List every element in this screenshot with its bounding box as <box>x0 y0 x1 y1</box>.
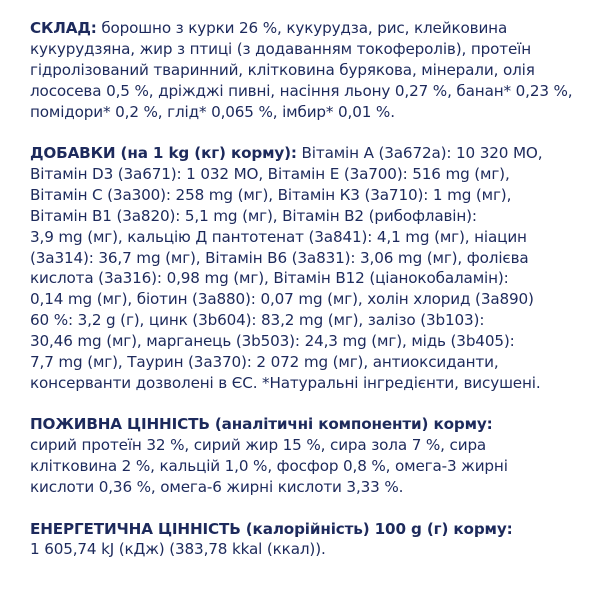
composition-line-4: лососева 0,5 %, дріжджі пивні, насіння льону 0,27 %, банан* 0,23 %, <box>30 81 573 100</box>
additives-section <box>30 143 590 394</box>
additives-line-2: Вітамін D3 (3а671): 1 032 МО, Вітамін Е (3а700): 516 mg (мг), <box>30 164 510 183</box>
energy-line-1 <box>30 519 590 540</box>
additives-line-7: кислота (3а316): 0,98 mg (мг), Вітамін В12 (ціанокобаламін): <box>30 269 509 288</box>
nutrition-line-1 <box>30 414 590 435</box>
additives-line-12: консерванти дозволені в ЄС. *Натуральні інгредієнти, висушені. <box>30 374 541 392</box>
additives-line-9: 60 %: 3,2 g (г), цинк (3b604): 83,2 mg (мг), залізо (3b103): <box>30 311 485 330</box>
additives-line-6: (3а314): 36,7 mg (мг), Вітамін В6 (3а831): 3,06 mg (мг), фолієва <box>30 248 529 267</box>
additives-line-4: Вітамін В1 (3а820): 5,1 mg (мг), Вітамін В2 (рибофлавін): <box>30 206 477 225</box>
nutrition-section <box>30 414 590 498</box>
nutrition-line-2: сирий протеїн 32 %, сирий жир 15 %, сира зола 7 %, сира <box>30 436 487 455</box>
additives-line-1 <box>30 143 590 164</box>
composition-line-3: гідролізований тваринний, клітковина бурякова, мінерали, олія <box>30 60 535 79</box>
composition-line-5: помідори* 0,2 %, глід* 0,065 %, імбир* 0,01 %. <box>30 102 395 121</box>
composition-section <box>30 18 590 123</box>
composition-label: СКЛАД: <box>30 19 97 37</box>
additives-text: Вітамін А (3а672а): 10 320 МО, <box>296 144 543 163</box>
label-text-document <box>30 18 590 581</box>
additives-line-11: 7,7 mg (мг), Таурин (3а370): 2 072 mg (мг), антиоксиданти, <box>30 353 499 372</box>
additives-line-8: 0,14 mg (мг), біотин (3а880): 0,07 mg (мг), холін хлорид (3а890) <box>30 290 534 309</box>
additives-label: ДОБАВКИ (на 1 kg (кг) корму): <box>30 144 297 163</box>
composition-line-1 <box>30 18 590 39</box>
additives-line-5: 3,9 mg (мг), кальцію Д пантотенат (3а841): 4,1 mg (мг), ніацин <box>30 227 527 246</box>
nutrition-line-3: клітковина 2 %, кальцій 1,0 %, фосфор 0,8 %, омега-3 жирні <box>30 457 508 476</box>
composition-line-2: кукурудзяна, жир з птиці (з додаванням токоферолів), протеїн <box>30 39 532 58</box>
additives-line-10: 30,46 mg (мг), марганець (3b503): 24,3 mg (мг), мідь (3b405): <box>30 332 515 351</box>
additives-line-3: Вітамін С (3а300): 258 mg (мг), Вітамін К3 (3а710): 1 mg (мг), <box>30 185 512 204</box>
nutrition-line-4: кислоти 0,36 %, омега-6 жирні кислоти 3,33 %. <box>30 478 404 497</box>
energy-line-2: 1 605,74 kJ (кДж) (383,78 kkal (ккал)). <box>30 540 326 559</box>
composition-text: борошно з курки 26 %, кукурудза, рис, клейковина <box>96 19 508 37</box>
energy-label: ЕНЕРГЕТИЧНА ЦІННІСТЬ (калорійність) 100 g (г) корму: <box>30 519 513 538</box>
nutrition-label: ПОЖИВНА ЦІННІСТЬ (аналітичні компоненти) корму: <box>30 415 493 434</box>
energy-section <box>30 519 590 561</box>
